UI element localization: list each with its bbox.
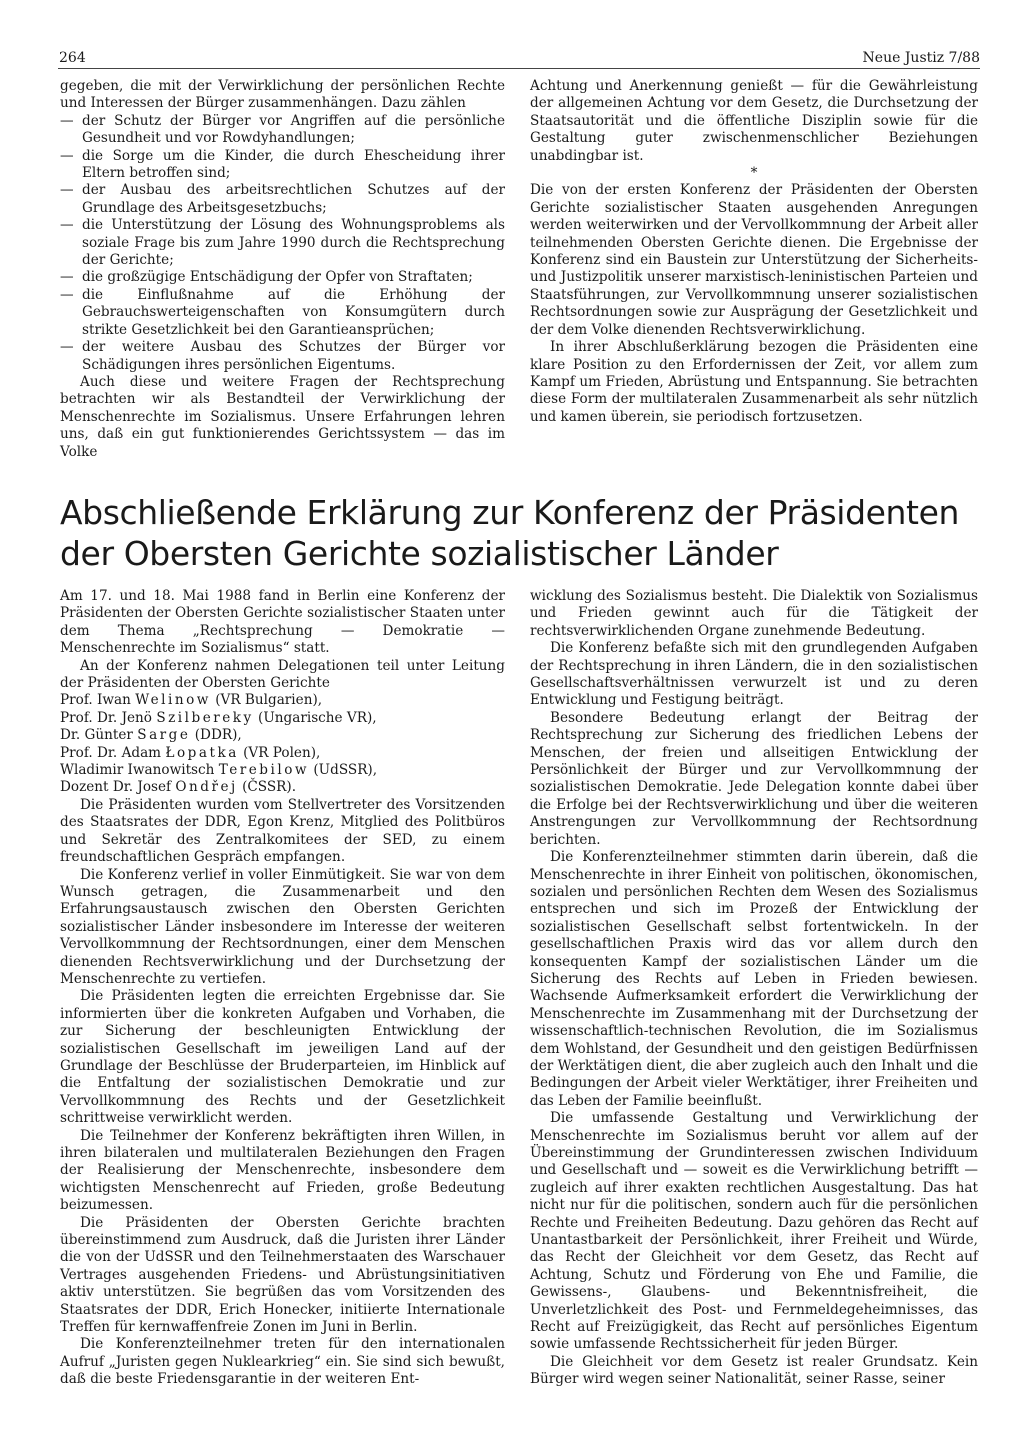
list-item: — die Unterstützung der Lösung des Wohnungsproblems als soziale Frage bis zum Jahre 1990 durch die Rechtsprechung der Gerichte; [60,217,505,269]
journal-issue: Neue Justiz 7/88 [862,50,980,66]
top-left-column [60,78,505,461]
article-title [60,492,980,574]
top-left-intro: gegeben, die mit der Verwirklichung der persönlichen Rechte und Interessen der Bürger zusammenhängen. Dazu zählen [60,78,505,112]
president-name: Łopatka [165,744,239,761]
president-name: Ondřej [175,779,238,796]
list-item: — der weitere Ausbau des Schutzes der Bürger vor Schädigungen ihres persönlichen Eigentums. [60,339,505,374]
delegation-entry: Dr. Günter Sarge (DDR), [60,727,242,744]
list-item: — die Sorge um die Kinder, die durch Ehescheidung ihrer Eltern betroffen sind; [60,148,505,183]
list-item: — die großzügige Entschädigung der Opfer von Straftaten; [60,269,505,286]
bottom-right-column [530,588,978,1389]
list-item: — der Schutz der Bürger vor Angriffen auf die persönliche Gesundheit und vor Rowdyhandlungen; [60,113,505,148]
president-name: Szilbereky [156,709,254,726]
delegation-entry: Prof. Dr. Adam Łopatka (VR Polen), [60,744,321,761]
top-right-column [530,78,978,426]
article-paragraph: Besondere Bedeutung erlangt der Beitrag der Rechtsprechung zur Sicherung des friedlichen Lebens der Menschen, der freien und allseitigen Entwicklung der Persönlichkeit der Bürger und zur Vervollkommnung der sozialistischen Demokratie. Jede Delegation konnte dabei über die Erfolge bei der Rechtsverwirklichung und über die weiteren Anstrengungen zur Vervollkommnung der Rechtsordnung berichten. [530,709,978,848]
article-paragraph: Die Präsidenten legten die erreichten Ergebnisse dar. Sie informierten über die konkreten Aufgaben und Vorhaben, die zur Sicherung der beschleunigten Entwicklung der sozialistischen Gesellschaft im jeweiligen Land auf der Grundlage der Beschlüsse der Bruderparteien, im Hinblick auf die Entfaltung der sozialistischen Demokratie und zur Vervollkommnung des Rechts und der Gesetzlichkeit schrittweise verwirklicht werden. [60,988,505,1127]
article-paragraph: Die Konferenz befaßte sich mit den grundlegenden Aufgaben der Rechtsprechung in ihren Ländern, die in den sozialistischen Gesellschaftsverhältnissen verwurzelt ist und zu deren Entwicklung und Festigung beiträgt. [530,640,978,709]
article-paragraph: wicklung des Sozialismus besteht. Die Dialektik von Sozialismus und Frieden gewinnt auch für die Tätigkeit der rechtsverwirklichenden Organe zunehmende Bedeutung. [530,588,978,639]
president-name: Terebilow [218,762,310,779]
article-paragraph: Am 17. und 18. Mai 1988 fand in Berlin eine Konferenz der Präsidenten der Obersten Gerichte sozialistischer Staaten unter dem Thema „Rechtsprechung — Demokratie — Menschenrechte im Sozialismus“ statt. [60,588,505,657]
article-paragraph: Die umfassende Gestaltung und Verwirklichung der Menschenrechte im Sozialismus beruht vor allem auf der Übereinstimmung der Grundinteressen zwischen Individuum und Gesellschaft und — soweit es die Verwirklichung betrifft — zugleich auf ihrer exakten rechtlichen Ausgestaltung. Das hat nicht nur für die politischen, sondern auch für die persönlichen Rechte und Freiheiten Bedeutung. Dazu gehören das Recht auf Unantastbarkeit der Persönlichkeit, ihrer Freiheit und Würde, das Recht der Gleichheit vor dem Gesetz, das Recht auf Achtung, Schutz und Förderung von Ehe und Familie, die Gewissens-, Glaubens- und Bekenntnisfreiheit, die Unverletzlichkeit des Post- und Fernmeldegeheimnisses, das Recht auf Freizügigkeit, das Recht auf persönliches Eigentum sowie umfassende Rechtssicherheit für jeden Bürger. [530,1110,978,1353]
top-left-closing: Auch diese und weitere Fragen der Rechtsprechung betrachten wir als Bestandteil der Verwirklichung der Menschenrechte im Sozialismus. Unsere Erfahrungen lehren uns, daß ein gut funktionierendes Gerichtssystem — das im Volke [60,373,505,460]
top-right-paragraph: In ihrer Abschlußerklärung bezogen die Präsidenten eine klare Position zu den Erfordernissen der Zeit, vor allem zum Kampf um Frieden, Abrüstung und Entspannung. Sie betrachten diese Form der multilateralen Zusammenarbeit als sehr nützlich und kamen überein, sie periodisch fortzusetzen. [530,339,978,425]
president-name: Sarge [137,727,191,744]
article-paragraph: Die Konferenz verlief in voller Einmütigkeit. Sie war von dem Wunsch getragen, die Zusammenarbeit und den Erfahrungsaustausch zwischen den Obersten Gerichten sozialistischer Länder insbesondere im Interesse der weiteren Vervollkommnung der Rechtsordnungen, einer dem Menschen dienenden Rechtsverwirklichung und der Durchsetzung der Menschenrechte zu vertiefen. [60,866,505,987]
rights-list [60,113,505,374]
list-item: — die Einflußnahme auf die Erhöhung der Gebrauchswerteigenschaften von Konsumgütern durch strikte Gesetzlichkeit bei den Garantieansprüchen; [60,287,505,339]
delegation-entry: Dozent Dr. Josef Ondřej (ČSSR). [60,779,297,796]
article-paragraph: Die Gleichheit vor dem Gesetz ist realer Grundsatz. Kein Bürger wird wegen seiner Nationalität, seiner Rasse, seiner [530,1353,978,1388]
delegation-list [60,692,505,796]
article-paragraph: Die Präsidenten wurden vom Stellvertreter des Vorsitzenden des Staatsrates der DDR, Egon Krenz, Mitglied des Politbüros und Sekretär des Zentralkomitees der SED, zu einem freundschaftlichen Gespräch empfangen. [60,796,505,866]
article-paragraph: Die Konferenzteilnehmer treten für den internationalen Aufruf „Juristen gegen Nuklearkrieg“ ein. Sie sind sich bewußt, daß die beste Friedensgarantie in der weiteren Ent- [60,1336,505,1388]
delegation-entry: Wladimir Iwanowitsch Terebilow (UdSSR), [60,762,378,779]
section-separator: * [750,165,758,182]
article-paragraph: Die Präsidenten der Obersten Gerichte brachten übereinstimmend zum Ausdruck, daß die Juristen ihrer Länder die von der UdSSR und den Teilnehmerstaaten des Warschauer Vertrages ausgehenden Friedens- und Abrüstungsinitiativen aktiv unterstützen. Sie begrüßen das vom Vorsitzenden des Staatsrates der DDR, Erich Honecker, initiierte Internationale Treffen für kernwaffenfreie Zonen im Juni in Berlin. [60,1214,505,1336]
president-name: Welinow [135,692,211,709]
delegation-entry: Prof. Iwan Welinow (VR Bulgarien), [60,692,323,709]
top-right-paragraph: Achtung und Anerkennung genießt — für die Gewährleistung der allgemeinen Achtung vor dem Gesetz, die Durchsetzung der Staatsautorität und die öffentliche Disziplin sowie für die Gestaltung guter zwischenmenschlicher Beziehungen unabdingbar ist. [530,78,978,164]
article-paragraph: Die Konferenzteilnehmer stimmten darin überein, daß die Menschenrechte in ihrer Einheit von politischen, ökonomischen, sozialen und persönlichen Rechten dem Wesen des Sozialismus entsprechen und sich im Prozeß der Entwicklung der sozialistischen Gesellschaft selbst fortentwickeln. In der gesellschaftlichen Praxis wird das vor allem durch den konsequenten Kampf der sozialistischen Länder um die Sicherung des Rechts auf Leben in Frieden bewiesen. Wachsende Aufmerksamkeit erfordert die Verwirklichung der Menschenrechte im Zusammenhang mit der Durchsetzung der wissenschaftlich-technischen Revolution, die im Sozialismus dem Wohlstand, der Gesundheit und den geistigen Bedürfnissen der Werktätigen dient, die aber zugleich auch den Inhalt und die Bedingungen der Arbeit vieler Werktätiger, ihrer Freiheiten und das Leben der Familie beeinflußt. [530,849,978,1109]
article-title-line: der Obersten Gerichte sozialistischer Länder [60,534,779,573]
article-paragraph: Die Teilnehmer der Konferenz bekräftigten ihren Willen, in ihren bilateralen und multilateralen Beziehungen den Fragen der Realisierung der Menschenrechte, insbesondere dem wichtigsten Menschenrecht auf Frieden, große Bedeutung beizumessen. [60,1127,505,1214]
article-title-line: Abschließende Erklärung zur Konferenz der Präsidenten [60,493,959,532]
header-rule [58,68,980,69]
top-right-paragraph: Die von der ersten Konferenz der Präsidenten der Obersten Gerichte sozialistischer Staaten ausgehenden Anregungen werden weiterwirken und der Vervollkommnung der Arbeit aller teilnehmenden Obersten Gerichte dienen. Die Ergebnisse der Konferenz sind ein Baustein zur Unterstützung der Sicherheits- und Justizpolitik unserer marxistisch-leninistischen Parteien und Staatsführungen, zur Vervollkommnung unserer sozialistischen Rechtsordnungen sowie zur Ausprägung der Gesetzlichkeit und der dem Volke dienenden Rechtsverwirklichung. [530,182,978,338]
article-paragraph: An der Konferenz nahmen Delegationen teil unter Leitung der Präsidenten der Obersten Gerichte [60,657,505,692]
delegation-entry: Prof. Dr. Jenö Szilbereky (Ungarische VR), [60,709,377,726]
bottom-left-column [60,588,505,1389]
page-number: 264 [59,50,86,66]
list-item: — der Ausbau des arbeitsrechtlichen Schutzes auf der Grundlage des Arbeitsgesetzbuchs; [60,182,505,217]
